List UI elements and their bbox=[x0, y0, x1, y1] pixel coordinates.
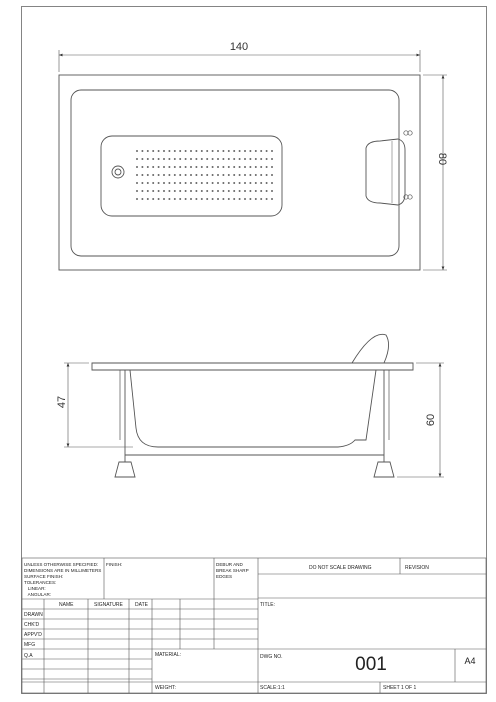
dim-height-60: 60 bbox=[425, 413, 437, 427]
mat-dot bbox=[152, 190, 154, 192]
mat-dot bbox=[163, 158, 165, 160]
revision-label: REVISION bbox=[405, 565, 429, 571]
mat-dot bbox=[255, 182, 257, 184]
mat-dot bbox=[228, 198, 230, 200]
mat-dot bbox=[228, 174, 230, 176]
mat-dot bbox=[141, 198, 143, 200]
weight-label: WEIGHT: bbox=[155, 685, 176, 691]
mat-dot bbox=[266, 182, 268, 184]
deburr-line-1: DEBUR AND bbox=[216, 562, 243, 567]
mat-dot bbox=[255, 174, 257, 176]
dim-width-140: 140 bbox=[229, 41, 249, 53]
mat-dot bbox=[195, 198, 197, 200]
mat-dot bbox=[244, 182, 246, 184]
mat-dot bbox=[266, 174, 268, 176]
mat-dot bbox=[249, 182, 251, 184]
mat-dot bbox=[147, 166, 149, 168]
tub-top-rim bbox=[92, 363, 413, 370]
mat-dot bbox=[271, 190, 273, 192]
mat-dot-grid bbox=[136, 150, 273, 200]
tub-skirt-line bbox=[120, 370, 389, 440]
headrest-profile bbox=[352, 334, 389, 363]
mat-dot bbox=[255, 190, 257, 192]
mat-dot bbox=[233, 174, 235, 176]
mat-dot bbox=[185, 190, 187, 192]
mat-dot bbox=[168, 158, 170, 160]
mat-dot bbox=[190, 166, 192, 168]
mat-dot bbox=[217, 198, 219, 200]
top-view bbox=[59, 75, 420, 270]
note-line-5: LINEAR: bbox=[24, 586, 46, 591]
title-label: TITLE: bbox=[260, 602, 276, 608]
mat-dot bbox=[201, 182, 203, 184]
finish-label: FINISH: bbox=[106, 562, 123, 567]
mat-dot bbox=[255, 158, 257, 160]
mat-dot bbox=[244, 198, 246, 200]
top-height-dimension bbox=[423, 75, 447, 270]
mat-dot bbox=[212, 198, 214, 200]
mat-dot bbox=[158, 150, 160, 152]
mat-dot bbox=[222, 182, 224, 184]
mat-dot bbox=[185, 182, 187, 184]
tub-inner-basin bbox=[71, 90, 399, 256]
mat-dot bbox=[185, 166, 187, 168]
mat-dot bbox=[147, 198, 149, 200]
mat-dot bbox=[249, 174, 251, 176]
mat-dot bbox=[260, 198, 262, 200]
mat-dot bbox=[249, 190, 251, 192]
mat-dot bbox=[260, 182, 262, 184]
mat-dot bbox=[222, 198, 224, 200]
mat-dot bbox=[179, 150, 181, 152]
mat-dot bbox=[206, 174, 208, 176]
mat-dot bbox=[255, 198, 257, 200]
mat-dot bbox=[179, 174, 181, 176]
mat-dot bbox=[239, 150, 241, 152]
mat-dot bbox=[206, 198, 208, 200]
mat-dot bbox=[201, 174, 203, 176]
mat-dot bbox=[152, 158, 154, 160]
mat-dot bbox=[201, 158, 203, 160]
mat-dot bbox=[233, 190, 235, 192]
bath-mat bbox=[101, 136, 282, 216]
mat-dot bbox=[249, 166, 251, 168]
mat-dot bbox=[206, 150, 208, 152]
mat-dot bbox=[174, 198, 176, 200]
dim-height-80: 80 bbox=[436, 152, 448, 166]
note-line-4: TOLERANCES: bbox=[24, 580, 57, 585]
mat-dot bbox=[168, 190, 170, 192]
mat-dot bbox=[190, 150, 192, 152]
mat-dot bbox=[217, 174, 219, 176]
mat-dot bbox=[271, 174, 273, 176]
note-line-3: SURFACE FINISH: bbox=[24, 574, 64, 579]
sheet-size: A4 bbox=[464, 656, 476, 666]
mat-dot bbox=[168, 174, 170, 176]
mat-dot bbox=[228, 150, 230, 152]
mat-dot bbox=[260, 190, 262, 192]
mat-dot bbox=[201, 190, 203, 192]
mat-dot bbox=[147, 174, 149, 176]
mat-dot bbox=[239, 198, 241, 200]
mat-dot bbox=[271, 182, 273, 184]
mat-dot bbox=[141, 190, 143, 192]
mat-dot bbox=[185, 158, 187, 160]
mat-dot bbox=[163, 182, 165, 184]
mat-dot bbox=[212, 174, 214, 176]
mat-dot bbox=[217, 158, 219, 160]
row-label-approved: APPV'D bbox=[24, 632, 42, 638]
deburr-line-2: BREAK SHARP bbox=[216, 568, 249, 573]
mat-dot bbox=[195, 166, 197, 168]
mat-dot bbox=[217, 182, 219, 184]
dwg-no-label: DWG NO. bbox=[260, 654, 283, 660]
mat-dot bbox=[271, 150, 273, 152]
mat-dot bbox=[152, 174, 154, 176]
mat-dot bbox=[163, 150, 165, 152]
foot-left bbox=[115, 462, 135, 477]
mat-dot bbox=[255, 166, 257, 168]
mat-dot bbox=[190, 174, 192, 176]
mat-dot bbox=[136, 166, 138, 168]
mat-dot bbox=[174, 174, 176, 176]
mat-dot bbox=[195, 190, 197, 192]
mat-dot bbox=[185, 150, 187, 152]
mat-dot bbox=[136, 158, 138, 160]
top-width-dimension bbox=[59, 50, 420, 72]
mat-dot bbox=[179, 182, 181, 184]
mat-dot bbox=[212, 182, 214, 184]
mat-dot bbox=[266, 198, 268, 200]
note-line-2: DIMENSIONS ARE IN MILLIMETERS bbox=[24, 568, 102, 573]
row-label-qa: Q.A bbox=[24, 653, 33, 659]
mat-dot bbox=[206, 166, 208, 168]
mat-dot bbox=[249, 158, 251, 160]
mat-dot bbox=[271, 158, 273, 160]
mat-dot bbox=[201, 198, 203, 200]
mat-dot bbox=[249, 198, 251, 200]
mat-dot bbox=[195, 182, 197, 184]
mat-dot bbox=[239, 166, 241, 168]
deburr-line-3: EDGES bbox=[216, 574, 233, 579]
mat-dot bbox=[266, 150, 268, 152]
mat-dot bbox=[239, 182, 241, 184]
side-view bbox=[92, 334, 413, 477]
mat-dot bbox=[152, 166, 154, 168]
drawing-number: 001 bbox=[355, 654, 387, 675]
mat-dot bbox=[239, 174, 241, 176]
mat-dot bbox=[168, 166, 170, 168]
mat-dot bbox=[244, 174, 246, 176]
mat-dot bbox=[158, 190, 160, 192]
mat-dot bbox=[222, 166, 224, 168]
mat-dot bbox=[228, 182, 230, 184]
mat-dot bbox=[249, 150, 251, 152]
sheet-count: SHEET 1 OF 1 bbox=[383, 685, 417, 691]
mat-dot bbox=[244, 190, 246, 192]
row-label-mfg: MFG bbox=[24, 642, 36, 648]
mat-dot bbox=[168, 198, 170, 200]
mat-dot bbox=[228, 166, 230, 168]
mat-dot bbox=[233, 150, 235, 152]
mat-dot bbox=[260, 174, 262, 176]
mat-dot bbox=[222, 150, 224, 152]
mat-dot bbox=[141, 150, 143, 152]
mat-dot bbox=[233, 198, 235, 200]
material-label: MATERIAL: bbox=[155, 652, 182, 658]
mat-dot bbox=[217, 150, 219, 152]
mat-dot bbox=[190, 182, 192, 184]
mat-dot bbox=[179, 198, 181, 200]
tub-body bbox=[130, 370, 376, 447]
mat-dot bbox=[174, 150, 176, 152]
mat-dot bbox=[163, 174, 165, 176]
mat-dot bbox=[141, 182, 143, 184]
mat-dot bbox=[206, 182, 208, 184]
mat-dot bbox=[260, 150, 262, 152]
mat-dot bbox=[141, 158, 143, 160]
mat-dot bbox=[195, 158, 197, 160]
mat-dot bbox=[174, 158, 176, 160]
col-header-date: DATE bbox=[135, 602, 148, 608]
mat-dot bbox=[228, 158, 230, 160]
title-block bbox=[22, 558, 486, 693]
mat-dot bbox=[158, 158, 160, 160]
mat-dot bbox=[212, 150, 214, 152]
scale-label: SCALE:1:1 bbox=[260, 685, 285, 691]
mat-dot bbox=[190, 198, 192, 200]
mat-dot bbox=[168, 182, 170, 184]
general-notes bbox=[24, 562, 101, 597]
mat-dot bbox=[185, 174, 187, 176]
mat-dot bbox=[163, 190, 165, 192]
mat-dot bbox=[212, 166, 214, 168]
mat-dot bbox=[239, 158, 241, 160]
mat-dot bbox=[271, 198, 273, 200]
mat-dot bbox=[190, 158, 192, 160]
mat-dot bbox=[179, 166, 181, 168]
mat-dot bbox=[217, 166, 219, 168]
mat-dot bbox=[185, 198, 187, 200]
do-not-scale-note: DO NOT SCALE DRAWING bbox=[309, 565, 372, 571]
mat-dot bbox=[136, 182, 138, 184]
mat-dot bbox=[152, 182, 154, 184]
sheet-border bbox=[22, 7, 487, 694]
mat-dot bbox=[158, 174, 160, 176]
mat-dot bbox=[266, 190, 268, 192]
mat-dot bbox=[239, 190, 241, 192]
mat-dot bbox=[174, 182, 176, 184]
mat-dot bbox=[195, 150, 197, 152]
note-line-1: UNLESS OTHERWISE SPECIFIED: bbox=[24, 562, 99, 567]
mat-dot bbox=[195, 174, 197, 176]
col-header-signature: SIGNATURE bbox=[94, 602, 123, 608]
mat-dot bbox=[222, 190, 224, 192]
mat-dot bbox=[260, 158, 262, 160]
mat-dot bbox=[158, 198, 160, 200]
mat-dot bbox=[152, 150, 154, 152]
mat-dot bbox=[260, 166, 262, 168]
col-header-name: NAME bbox=[59, 602, 74, 608]
mat-dot bbox=[233, 166, 235, 168]
drain-inner bbox=[115, 169, 121, 175]
mat-dot bbox=[158, 166, 160, 168]
mat-dot bbox=[255, 150, 257, 152]
mat-dot bbox=[136, 198, 138, 200]
mat-dot bbox=[190, 190, 192, 192]
mat-dot bbox=[206, 158, 208, 160]
mat-dot bbox=[136, 190, 138, 192]
mat-dot bbox=[158, 182, 160, 184]
mat-dot bbox=[244, 150, 246, 152]
mat-dot bbox=[174, 166, 176, 168]
mat-dot bbox=[271, 166, 273, 168]
mat-dot bbox=[168, 150, 170, 152]
mat-dot bbox=[147, 182, 149, 184]
mat-dot bbox=[266, 166, 268, 168]
mat-dot bbox=[266, 158, 268, 160]
mat-dot bbox=[228, 190, 230, 192]
mat-dot bbox=[179, 158, 181, 160]
drain-outer bbox=[112, 166, 124, 178]
mat-dot bbox=[212, 158, 214, 160]
mat-dot bbox=[212, 190, 214, 192]
mat-dot bbox=[244, 166, 246, 168]
note-line-6: ANGULAR: bbox=[24, 592, 52, 597]
mat-dot bbox=[136, 174, 138, 176]
mat-dot bbox=[179, 190, 181, 192]
row-label-drawn: DRAWN bbox=[24, 612, 43, 618]
mat-dot bbox=[233, 158, 235, 160]
mat-dot bbox=[201, 150, 203, 152]
mat-dot bbox=[206, 190, 208, 192]
side-inner-height-dimension bbox=[64, 363, 133, 447]
foot-right bbox=[374, 462, 394, 477]
mat-dot bbox=[163, 166, 165, 168]
mat-dot bbox=[163, 198, 165, 200]
mat-dot bbox=[201, 166, 203, 168]
mat-dot bbox=[152, 198, 154, 200]
mat-dot bbox=[147, 150, 149, 152]
mat-dot bbox=[222, 174, 224, 176]
mat-dot bbox=[136, 150, 138, 152]
row-label-checked: CHK'D bbox=[24, 622, 40, 628]
mat-dot bbox=[244, 158, 246, 160]
mat-dot bbox=[217, 190, 219, 192]
mat-dot bbox=[222, 158, 224, 160]
mat-dot bbox=[174, 190, 176, 192]
dim-height-47: 47 bbox=[56, 395, 68, 409]
mat-dot bbox=[141, 174, 143, 176]
mat-dot bbox=[233, 182, 235, 184]
mat-dot bbox=[141, 166, 143, 168]
mat-dot bbox=[147, 190, 149, 192]
mat-dot bbox=[147, 158, 149, 160]
